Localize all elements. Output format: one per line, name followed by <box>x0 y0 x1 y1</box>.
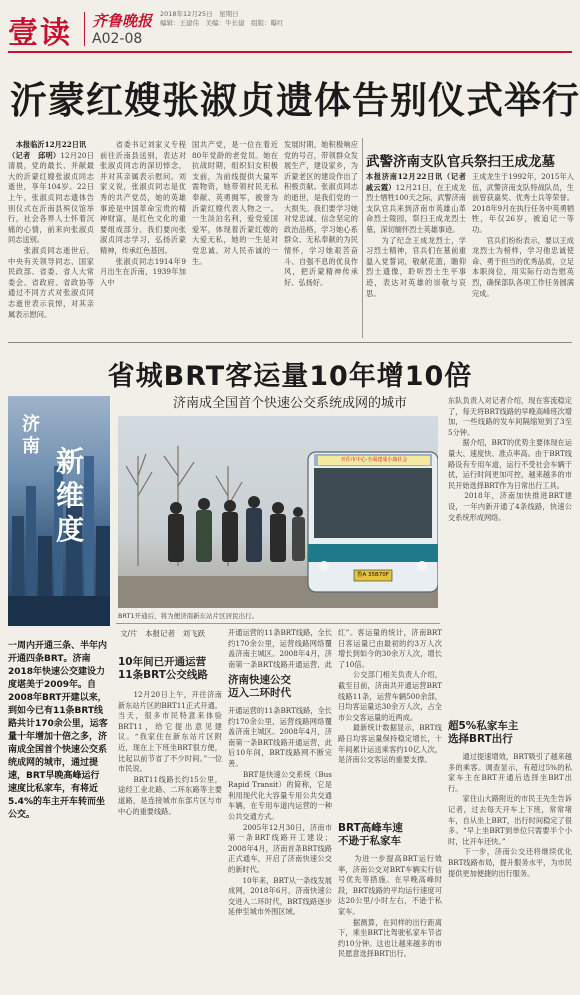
brt-text-4b: 通过提速增效，BRT吸引了越来越多的乘客。调查显示，有超过5%的私家车主在BRT开通后选择坐BRT出行。 家住山大路附近的市民王先生告诉记者，过去每天开车上下班，常常堵车，自从坐上BRT，出行时间稳定了很多。“早上坐BRT到单位只需要半个小时，比开车还快。” 下一步，济南公交还将继续优化BRT线路布局，提升服务水平，为市民提供更加便捷的出行服务。 <box>448 752 572 878</box>
photo-rule <box>116 623 440 624</box>
column-divider <box>362 138 363 338</box>
banner-char-ji: 济 <box>22 414 40 435</box>
newspaper-logo: 齐鲁晚报 <box>92 12 153 30</box>
bus-license-plate: 鲁A 35B70F <box>357 572 389 578</box>
story1-text-3: 国共产党，是一位在着近80年党龄的老党员。她在抗战时期，组织妇女积极支前，为前线提供大量军需物资，她带领村民无私奉献、英勇拥军，被誉为沂蒙红嫂代表人物之一。一生淡泊名利，爱党爱国爱军，体现着沂蒙红嫂的大爱无私，她的一生是对党忠诚、对人民赤诚的一生。 <box>192 140 278 266</box>
story1-dateline: 本报临沂12月22日讯 <box>15 140 87 149</box>
editor-line: 编辑：王建伟 美编：牛长建 组版：曝红 <box>160 19 284 27</box>
photo-caption: BRT1开通后，将为便济南新东站片区居民出行。 <box>118 612 259 620</box>
story1-col1 <box>8 140 94 336</box>
brt-text-2a: 开通运营的11条BRT线路，全长约170余公里，运营线路网络覆盖济南主城区。2008年4月，济南第一条BRT线路开通运营，此 <box>228 628 332 668</box>
banner-char-du: 度 <box>56 513 85 546</box>
story1-text-4: 发展时期，她积极响应党的号召，带领群众发展生产，建设家乡，为沂蒙老区的建设作出了积极贡献。张淑贞同志的逝世，是我们党的一大损失。我们要学习她对党忠诚、信念坚定的政治品格，学习她心系群众、无私奉献的为民情怀，学习她艰苦奋斗、自强不息的优良作风，把沂蒙精神传承好、弘扬好。 <box>284 140 358 287</box>
brt-text-4a: 东队负责人对记者介绍，现在客流稳定了，每天将BRT线路的早晚高峰班次增加，一些线路的发车间隔缩短到了3至5分钟。 据介绍，BRT的优势主要体现在运量大、速度快、准点率高。由于BRT线路设有专用车道，运行不受社会车辆干扰，运行时间更加可控，越来越多的市民开始选择BRT作为日常出行工具。 2018年，济南加快推进BRT建设，一年内新开通了4条线路，快速公交系统形成网络。 <box>448 396 572 522</box>
banner-char-nan: 南 <box>22 436 40 457</box>
headline-brt: 省城BRT客运量10年增10倍 <box>107 361 473 392</box>
sidebar-intro: 一周内开通三条、半年内开通四条BRT。济南2018年快速公交建设力度堪美于2009年。自2008年BRT开建以来，到如今已有11条BRT线路共计170余公里，运客量十年增加十倍之多，济南成全国首个快速公交系统成网的城市，通过提速，BRT早晚高峰运行速度比私家车，有将近5.4%的车主开车转而坐公交。 <box>8 641 108 820</box>
story2-text-2: 王成龙生于1992年，2015年入伍，武警济南支队特战队员，生前曾获嘉奖、优秀士兵等荣誉。2018年9月在执行任务中英勇牺牲，年仅26岁，被追记一等功。 官兵们纷纷表示，要以王成龙烈士为榜样，学习他忠诚使命、勇于担当的优秀品质，立足本职岗位，用实际行动告慰英烈，确保部队各项工作任务圆满完成。 <box>472 172 574 298</box>
brt-col3 <box>338 628 442 988</box>
banner-char-wei: 维 <box>56 479 85 512</box>
story2-text-1: 12月21日，在王成龙烈士牺牲100天之际，武警济南支队官兵来到济南市英雄山革命烈士陵园，祭扫王成龙烈士墓，深切缅怀烈士英雄事迹。 为了纪念王成龙烈士，学习烈士精神，官兵们在墓前重温入党誓词，敬献花篮，瞻仰烈士遗像，聆听烈士生平事迹，表达对英雄的崇敬与哀思。 <box>366 182 466 298</box>
city-banner-image <box>8 396 110 626</box>
brt-subhead-3: BRT高峰车速 不逊于私家车 <box>338 822 403 847</box>
subheadline-brt: 济南成全国首个快速公交系统成网的城市 <box>172 396 407 411</box>
story1-byline: （记者 邱明） <box>8 150 61 160</box>
section-divider <box>84 12 85 46</box>
brt-text-2b: 开通运营的11条BRT线路，全长约170余公里，运营线路网络覆盖济南主城区。2008年4月，济南第一条BRT线路开通运营，此后10年间，BRT线路网不断完善。 BRT是快速公交系统（Bus Rapid Transit）的简称，它是利用现代化大容量专用公共交通车辆，在专用车道内运营的一种公共交通方式。 2005年12月30日，济南市第一条BRT线路开工建设；2008年4月，济南首条BRT线路正式通车，开启了济南快速公交的新时代。 10年来，BRT从一条线发展成网，2018年6月，济南快速公交进入二环时代，BRT线路逐步延伸至城市外围区域。 <box>228 706 332 917</box>
brt-col4 <box>448 396 572 988</box>
headline-wujing: 武警济南支队官兵祭扫王成龙墓 <box>366 154 555 170</box>
brt-col2 <box>228 628 332 988</box>
date-line: 2018年12月25日 星期日 <box>160 10 239 18</box>
brt-bus-photo <box>118 416 438 608</box>
brt-text-3b: 为进一步提高BRT运行效率，济南公交对BRT车辆实行信号优先等措施。在早晚高峰时段，BRT线路的平均运行速度可达20公里/小时左右，不逊于私家车。 据测算，在同样的出行距离下，乘坐BRT比驾驶私家车节省约10分钟。这也让越来越多的市民愿意选择BRT出行。 <box>338 854 442 959</box>
section-title: 壹读 <box>8 16 72 51</box>
brt-subhead-1: 10年间已开通运营 11条BRT公交线路 <box>118 656 208 681</box>
headline-zhang-shuzhen: 沂蒙红嫂张淑贞遗体告别仪式举行 <box>10 79 580 122</box>
story1-text-2: 省委书记刘家义专程前往沂南县送别，表达对张淑贞同志的深切悼念，并对其亲属表示慰问。刘家义说，张淑贞同志是优秀的共产党员，她的英雄事迹是中国革命宝贵的精神财富，是红色文化的重要组成部分。我们要向张淑贞同志学习，弘扬沂蒙精神，传承红色基因。 张淑贞同志1914年9月出生在沂南，1939年加入中 <box>100 140 186 287</box>
brt-text-1: 12月20日上午，开往济南新东站片区的BRT11正式开通。当天，很多市民特意来体验BRT11，给它提出意见建议。“我家住在新东站片区附近，现在上下班坐BRT很方便，比起以前节省了不少时间。”一位市民说。 BRT11线路长约15公里，途经工业北路、二环东路等主要道路，是连接城市东部片区与市中心的重要线路。 <box>118 690 222 816</box>
brt-subhead-4: 超5%私家车主 选择BRT出行 <box>448 720 519 745</box>
story2-col1 <box>366 172 466 338</box>
masthead <box>0 0 580 62</box>
masthead-rule <box>8 51 572 53</box>
author-line: 文/片 本报记者 刘飞跃 <box>120 629 206 638</box>
brt-subhead-2: 济南快速公交 迈入二环时代 <box>228 674 291 699</box>
story1-text-1: 12月20日清晨，党的最长、并献最大的沂蒙红嫂张淑贞同志逝世，享年104岁。22日上午，张淑贞同志遗体告别仪式在沂南县殡仪馆举行，社会各界人士怀着沉痛的心情，前来向张淑贞同志送别。 张淑贞同志逝世后，中央有关领导同志、国家民政部、省委、省人大常委会、省政府、省政协等通过不同方式对张淑贞同志逝世表示哀悼，对其亲属表示慰问。 <box>8 150 94 319</box>
brt-col1 <box>118 648 222 988</box>
page-number: A02-08 <box>92 31 143 47</box>
brt-text-3a: 红”。客运量的统计，济南BRT日客运量已由最初的约3万人次增长到如今的30余万人次，增长了10倍。 公交部门相关负责人介绍，截至目前，济南共开通运营BRT线路11条，运营车辆500余部，日均客运量达30余万人次，占全市公交客运量的近两成。 最新统计数据显示，BRT线路日均客运量保持稳定增长，十年间累计运送乘客约10亿人次，是济南公交客运的重要支撑。 <box>338 628 442 765</box>
story2-dateline: 本报济南12月22日讯（记者 戚云霞） <box>366 172 466 192</box>
banner-char-xin: 新 <box>56 445 85 478</box>
section-rule <box>8 342 572 343</box>
bus-destination-sign: 开往市中心·全面建成小康社会 <box>318 456 430 465</box>
